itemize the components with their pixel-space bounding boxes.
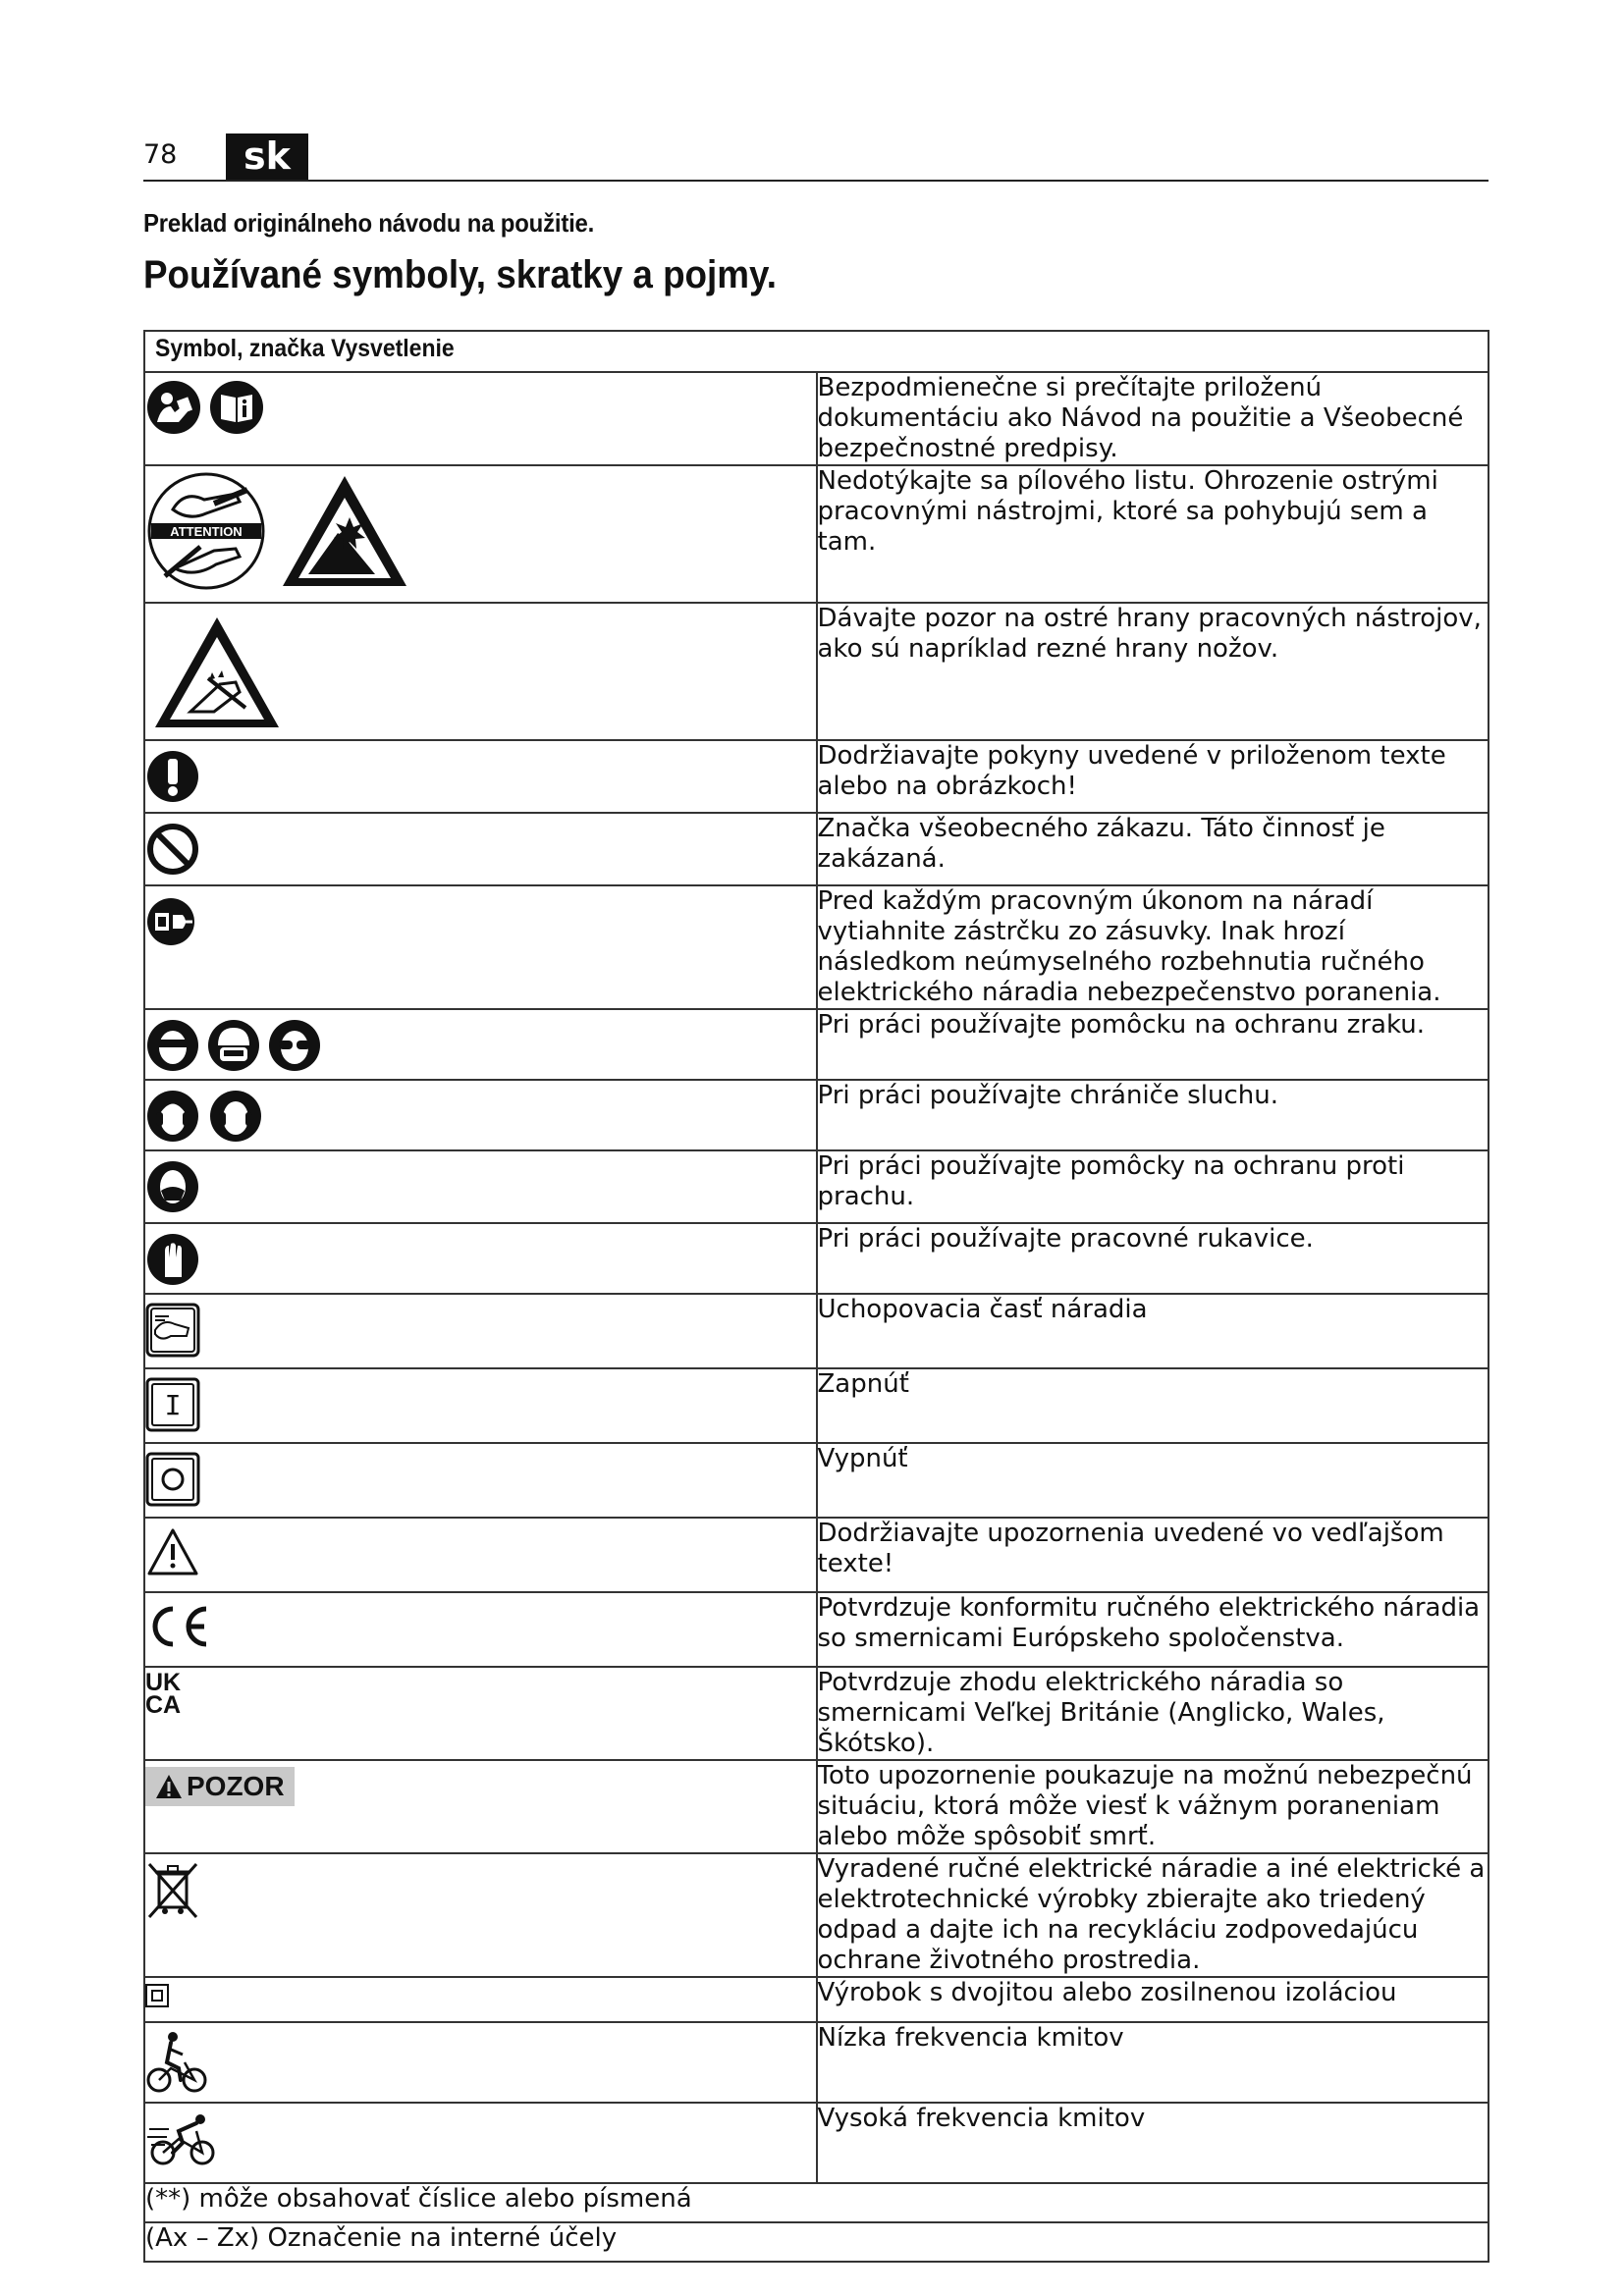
switch-on-label: I (164, 1389, 182, 1421)
symbol-cell (144, 372, 817, 465)
table-row (144, 2183, 1489, 2222)
table-row (144, 1977, 1489, 2022)
safety-goggles-icon (267, 1018, 322, 1073)
warning-triangle-filled-icon (155, 1774, 183, 1799)
symbol-cell (144, 1518, 817, 1592)
symbol-cell (144, 1009, 817, 1080)
symbol-cell (144, 1977, 817, 2022)
switch-on-icon (145, 1377, 200, 1432)
table-row (144, 813, 1489, 885)
description-cell: Dodržiavajte upozornenia uvedené vo vedľajšom texte! (817, 1518, 1489, 1592)
symbol-cell (144, 1368, 817, 1443)
description-cell: Potvrdzuje zhodu elektrického náradia so smernicami Veľkej Británie (Anglicko, Wales, Škótsko). (817, 1667, 1489, 1760)
description-cell: Pri práci používajte pomôcky na ochranu proti prachu. (817, 1150, 1489, 1223)
symbol-cell (144, 1443, 817, 1518)
symbol-cell (144, 1080, 817, 1150)
grip-surface-icon (145, 1303, 200, 1358)
table-row (144, 1592, 1489, 1667)
symbol-cell (144, 465, 817, 603)
table-row (144, 1223, 1489, 1294)
description-cell: Bezpodmienečne si prečítajte priloženú dokumentáciu ako Návod na použitie a Všeobecné bezpečnostné predpisy. (817, 372, 1489, 465)
symbol-cell (144, 1223, 817, 1294)
warning-sharp-edge-icon (151, 614, 283, 733)
page-number: 78 (143, 139, 178, 170)
table-row (144, 1853, 1489, 1977)
description-cell: Dodržiavajte pokyny uvedené v priloženom texte alebo na obrázkoch! (817, 740, 1489, 813)
symbol-cell (144, 1294, 817, 1368)
footnote-cell: (Ax – Zx) Označenie na interné účely (144, 2222, 1489, 2262)
symbols-table (143, 330, 1489, 2263)
gloves-icon (145, 1232, 200, 1287)
table-row (144, 2022, 1489, 2103)
table-row (144, 1368, 1489, 1443)
switch-off-icon (145, 1452, 200, 1507)
table-row (144, 1760, 1489, 1853)
attention-hand-blade-icon (145, 470, 267, 592)
high-frequency-cyclist-icon (145, 2109, 222, 2166)
ukca-uk-text: UK (145, 1669, 182, 1696)
ce-mark-icon (145, 1601, 214, 1650)
description-cell: Nízka frekvencia kmitov (817, 2022, 1489, 2103)
crossed-bin-icon (145, 1858, 200, 1921)
description-cell: Pri práci používajte chrániče sluchu. (817, 1080, 1489, 1150)
description-cell: Dávajte pozor na ostré hrany pracovných nástrojov, ako sú napríklad rezné hrany nožov. (817, 603, 1489, 740)
description-cell: Pri práci používajte pomôcku na ochranu zraku. (817, 1009, 1489, 1080)
description-cell: Uchopovacia časť náradia (817, 1294, 1489, 1368)
ear-protection-2-icon (208, 1089, 263, 1144)
description-cell: Vysoká frekvencia kmitov (817, 2103, 1489, 2183)
language-tab: sk (226, 133, 308, 181)
table-row (144, 1518, 1489, 1592)
symbol-cell (144, 2103, 817, 2183)
footnote-cell: (**) môže obsahovať číslice alebo písmená (144, 2183, 1489, 2222)
symbol-cell (144, 1667, 817, 1760)
safety-helmet-visor-icon (206, 1018, 261, 1073)
table-row (144, 1667, 1489, 1760)
warning-saw-blade-icon (279, 472, 410, 590)
table-row (144, 885, 1489, 1009)
symbol-cell (144, 1853, 817, 1977)
mandatory-exclamation-icon (145, 749, 200, 804)
description-cell: Nedotýkajte sa pílového listu. Ohrozenie ostrými pracovnými nástrojmi, ktoré sa pohybujú sem a tam. (817, 465, 1489, 603)
description-cell: Značka všeobecného zákazu. Táto činnosť je zakázaná. (817, 813, 1489, 885)
ukca-mark-icon (145, 1669, 816, 1719)
page-title: Používané symboly, skratky a pojmy. (143, 253, 777, 296)
table-row (144, 1080, 1489, 1150)
description-cell: Pri práci používajte pracovné rukavice. (817, 1223, 1489, 1294)
dust-mask-icon (145, 1159, 200, 1214)
description-cell: Vyradené ručné elektrické náradie a iné elektrické a elektrotechnické výrobky zbierajte ako triedený odpad a dajte ich na recykláciu zodpovedajúcu ochrane životného prostredia. (817, 1853, 1489, 1977)
ear-protection-icon (145, 1089, 200, 1144)
warning-triangle-icon (145, 1526, 200, 1577)
symbol-cell (144, 885, 817, 1009)
symbol-cell (144, 1760, 817, 1853)
table-row (144, 1294, 1489, 1368)
unplug-icon (145, 896, 196, 947)
pozor-warning-label (145, 1767, 295, 1806)
header-rule (143, 180, 1489, 182)
low-frequency-cyclist-icon (145, 2029, 208, 2094)
table-row (144, 2103, 1489, 2183)
table-row (144, 740, 1489, 813)
ukca-ca-text: CA (145, 1691, 182, 1719)
description-cell: Potvrdzuje konformitu ručného elektrického náradia so smernicami Európskeho spoločenstva. (817, 1592, 1489, 1667)
information-book-icon (208, 379, 265, 436)
subtitle: Preklad originálneho návodu na použitie. (143, 208, 595, 238)
double-insulation-icon (145, 1984, 169, 2007)
symbol-cell (144, 740, 817, 813)
table-row (144, 1443, 1489, 1518)
table-row (144, 465, 1489, 603)
symbol-cell (144, 1150, 817, 1223)
description-cell: Vypnúť (817, 1443, 1489, 1518)
table-row (144, 372, 1489, 465)
table-row (144, 2222, 1489, 2262)
description-cell: Pred každým pracovným úkonom na náradí vytiahnite zástrčku zo zásuvky. Inak hrozí následkom neúmyselného rozbehnutia ručného elektrického náradia nebezpečenstvo poranenia. (817, 885, 1489, 1009)
attention-text: ATTENTION (170, 524, 243, 539)
read-manual-icon (145, 379, 202, 436)
description-cell: Zapnúť (817, 1368, 1489, 1443)
table-header-row (144, 331, 1489, 372)
description-cell: Toto upozornenie poukazuje na možnú nebezpečnú situáciu, ktorá môže viesť k vážnym poraneniam alebo môže spôsobiť smrť. (817, 1760, 1489, 1853)
pozor-text: POZOR (187, 1771, 285, 1801)
symbol-cell (144, 813, 817, 885)
description-cell: Výrobok s dvojitou alebo zosilnenou izoláciou (817, 1977, 1489, 2022)
table-row (144, 603, 1489, 740)
prohibition-icon (145, 822, 200, 877)
symbol-cell (144, 2022, 817, 2103)
table-header: Symbol, značka Vysvetlenie (144, 331, 1489, 372)
face-shield-icon (145, 1018, 200, 1073)
symbol-cell (144, 603, 817, 740)
table-row (144, 1150, 1489, 1223)
table-row (144, 1009, 1489, 1080)
symbol-cell (144, 1592, 817, 1667)
